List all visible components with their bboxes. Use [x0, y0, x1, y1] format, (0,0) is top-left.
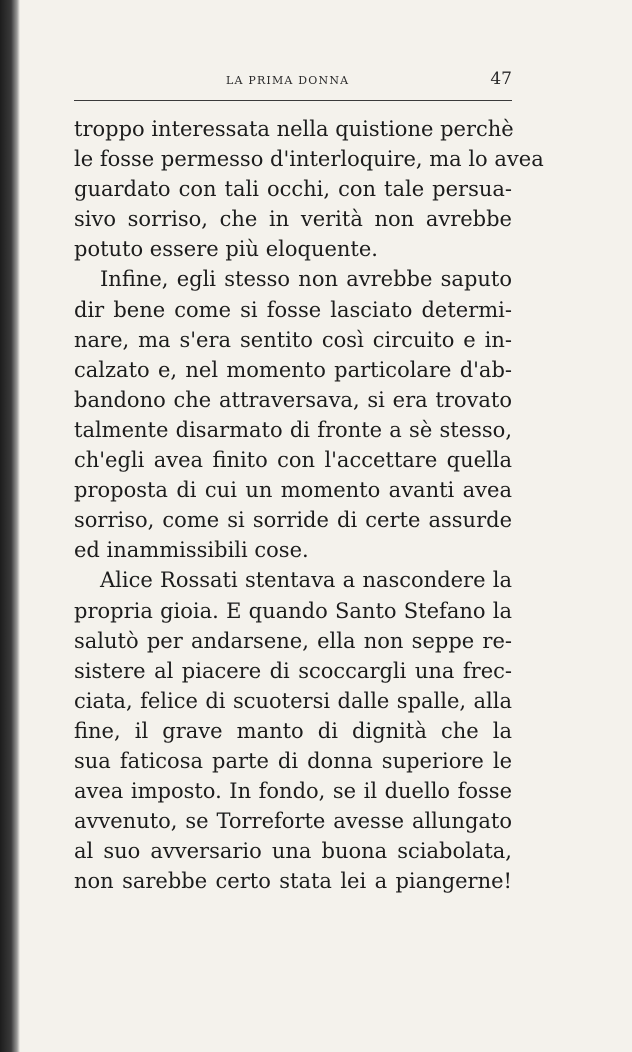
- book-page: [74, 0, 544, 1052]
- text-line: ciata, felice di scuotersi dalle spalle, alla: [74, 688, 512, 713]
- text-line: Alice Rossati stentava a nascondere la: [100, 568, 512, 593]
- text-line: sivo sorriso, che in verità non avrebbe: [74, 207, 512, 232]
- text-line: non sarebbe certo stata lei a piangerne!: [74, 869, 512, 894]
- body-text: [74, 114, 544, 896]
- text-line: bandono che attraversava, si era trovato: [74, 387, 512, 412]
- text-line: calzato e, nel momento particolare d'ab-: [74, 357, 512, 382]
- text-line: troppo interessata nella quistione perchè: [74, 117, 514, 141]
- text-line: sua faticosa parte di donna superiore le: [74, 748, 512, 773]
- page-number: 47: [490, 69, 512, 89]
- text-line: le fosse permesso d'interloquire, ma lo avea: [74, 147, 544, 172]
- text-line: dir bene come si fosse lasciato determi-: [74, 297, 512, 322]
- text-line: talmente disarmato di fronte a sè stesso,: [74, 417, 512, 442]
- text-line: guardato con tali occhi, con tale persua-: [74, 177, 512, 202]
- text-line: ed inammissibili cose.: [74, 538, 309, 563]
- text-line: salutò per andarsene, ella non seppe re-: [74, 628, 512, 653]
- text-line: nare, ma s'era sentito così circuito e in-: [74, 327, 512, 352]
- text-line: al suo avversario una buona sciabolata,: [74, 839, 512, 864]
- text-line: proposta di cui un momento avanti avea: [74, 478, 512, 503]
- text-line: sistere al piacere di scoccargli una frec-: [74, 658, 512, 683]
- text-line: propria gioia. E quando Santo Stefano la: [74, 598, 512, 623]
- book-binding-edge: [0, 0, 20, 1052]
- text-line: avvenuto, se Torreforte avesse allungato: [74, 809, 512, 834]
- text-line: fine, il grave manto di dignità che la: [74, 718, 512, 743]
- text-line: potuto essere più eloquente.: [74, 237, 378, 262]
- header-rule: [74, 100, 512, 101]
- text-line: avea imposto. In fondo, se il duello fosse: [74, 779, 512, 804]
- running-title: LA PRIMA DONNA: [226, 74, 350, 87]
- text-line: Infine, egli stesso non avrebbe saputo: [100, 267, 512, 292]
- text-line: ch'egli avea finito con l'accettare quella: [74, 448, 512, 473]
- running-head: [74, 68, 512, 92]
- text-line: sorriso, come si sorride di certe assurde: [74, 508, 512, 533]
